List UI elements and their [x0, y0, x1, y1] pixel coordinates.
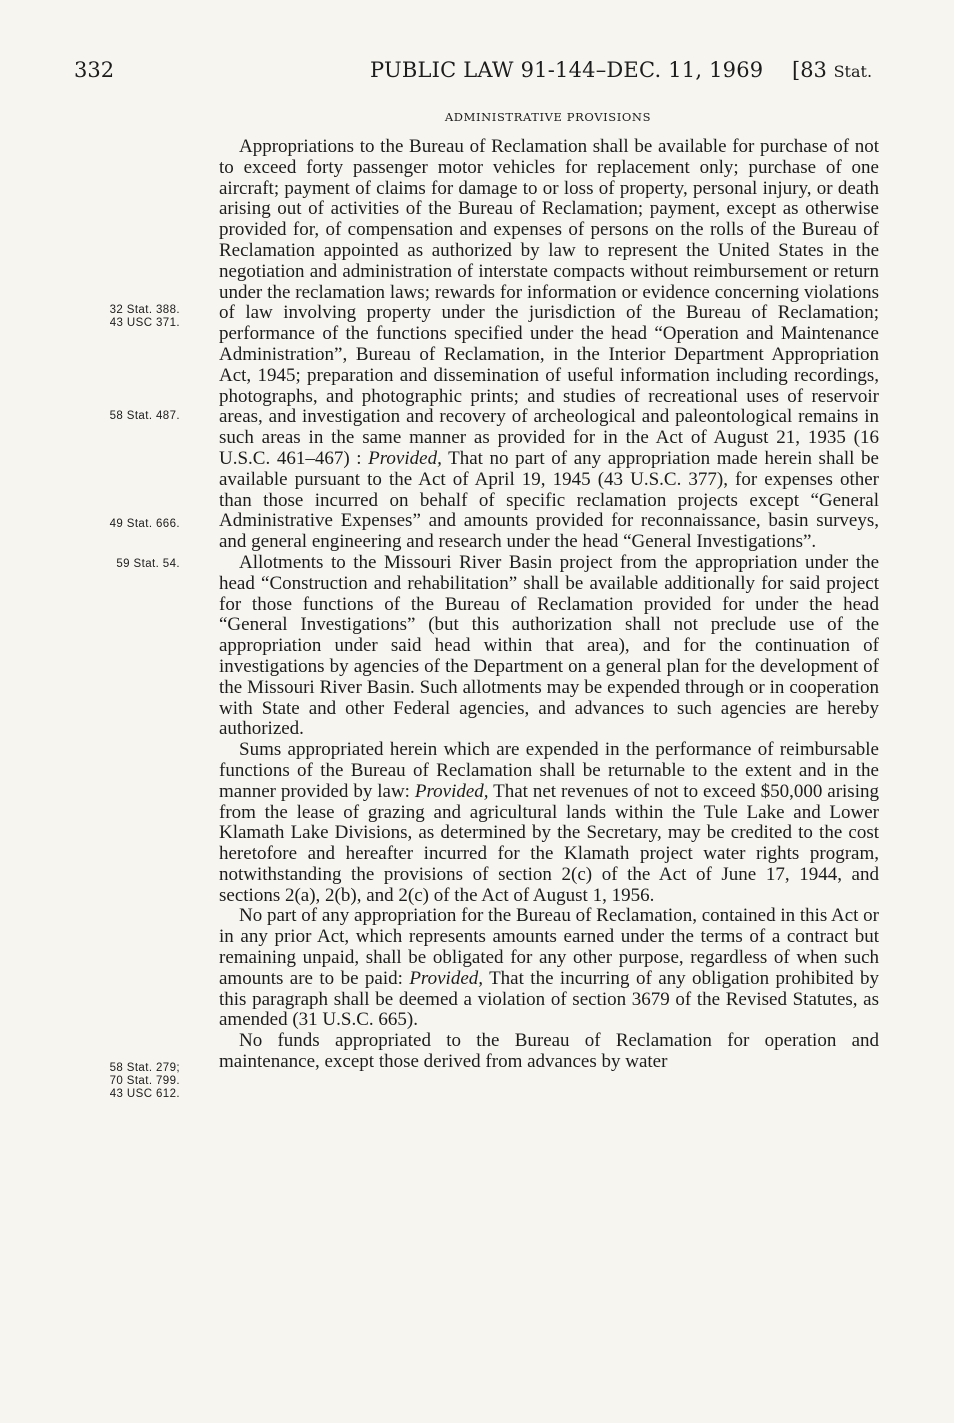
margin-note-stat-666: 49 Stat. 666. [109, 518, 180, 530]
margin-note-line: 70 Stat. 799. [109, 1075, 180, 1087]
page-number: 332 [74, 58, 115, 82]
margin-note-stat-487: 58 Stat. 487. [109, 410, 180, 422]
margin-note-line: 43 USC 612. [109, 1088, 180, 1100]
section-heading: ADMINISTRATIVE PROVISIONS [444, 110, 652, 124]
paragraph-no-part [219, 906, 879, 1031]
paragraph-no-funds: No funds appropriated to the Bureau of Reclamation for operation and maintenance, except those derived from advances by water [219, 1030, 879, 1073]
margin-note-line: 43 USC 371. [109, 317, 180, 329]
volume-ref-prefix: [83 [792, 58, 834, 82]
paragraph-appropriations [219, 137, 879, 553]
paragraph-text: That net revenues of not to exceed $50,000 arising from the lease of grazing and agricultural lands within the Tule Lake and Lower Klamath Lake Divisions, as determined by the Secretary, may be credited to the cost heretofore and hereafter incurred for the Klamath project water rights program, notwithstanding the provisions of section 2(c) of the Act of June 17, 1944, and sections 2(a), 2(b), and 2(c) of the Act of August 1, 1956. [219, 780, 879, 906]
paragraph-text: Sums appropriated herein which are expended in the performance of reimbursable functions of the Bureau of Reclamation shall be returnable to the extent and in the manner provided by law: [219, 739, 879, 802]
volume-ref-suffix: Stat. [833, 62, 873, 81]
paragraph-allotments: Allotments to the Missouri River Basin project from the appropriation under the head “Construction and rehabilitation” shall be available additionally for said project for those functions of the Bureau of Reclamation provided for under the head “General Investigations” (but this authorization shall not preclude use of the appropriation under said head within that area), and for the continuation of investigations by agencies of the Department on a general plan for the development of the Missouri River Basin. Such allotments may be expended through or in cooperation with State and other Federal agencies, and advances to such agencies are hereby authorized. [219, 551, 879, 740]
paragraph-text: Appropriations to the Bureau of Reclamation shall be available for purchase of not to exceed forty passenger motor vehicles for replacement only; purchase of one aircraft; payment of claims for damage to or loss of property, personal injury, or death arising out of activities of the Bureau of Reclamation; payment, except as otherwise provided for, of compensation and expenses of persons on the rolls of the Bureau of Reclamation appointed as authorized by law to represent the United States in the negotiation and administration of interstate compacts without reimbursement or return under the reclamation laws; rewards for information or evidence concerning violations of law involving property under the jurisdiction of the Bureau of Reclamation; performance of the functions specified under the head “Operation and Maintenance Administration”, Bureau of Reclamation, in the Interior Department Appropriation Act, 1945; preparation and dissemination of useful information including recordings, photographs, and photographic prints; and studies of recreational uses of reservoir areas, and investigation and recovery of archeological and paleontological remains in such areas in the same manner as provided for in the Act of August 21, 1935 (16 U.S.C. 461–467) : [219, 136, 879, 469]
margin-note-stat-388 [50, 304, 180, 330]
paragraph-text: No part of any appropriation for the Bureau of Reclamation, contained in this Act or in any prior Act, which represents amounts earned under the terms of a contract but remaining unpaid, shall be obligated for any other purpose, regardless of when such amounts are to be paid: [219, 905, 880, 989]
paragraph-text: That the incurring of any obligation prohibited by this paragraph shall be deemed a violation of section 3679 of the Revised Statutes, as amended (31 U.S.C. 665). [219, 967, 879, 1031]
proviso-term: Provided, [409, 967, 484, 989]
running-title: PUBLIC LAW 91-144–DEC. 11, 1969 [370, 58, 764, 82]
margin-note-stat-54: 59 Stat. 54. [116, 558, 180, 570]
proviso-term: Provided, [368, 447, 442, 469]
volume-reference [792, 58, 872, 82]
page-header [0, 58, 954, 88]
paragraph-sums-appropriated [219, 740, 879, 906]
margin-note-stat-279 [50, 1062, 180, 1101]
paragraph-text: That no part of any appropriation made herein shall be available pursuant to the Act of April 19, 1945 (43 U.S.C. 377), for expenses other than those incurred on behalf of specific reclamation projects except “General Administrative Expenses” and amounts provided for reconnaissance, basin surveys, and general engineering and research under the head “General Investigations”. [219, 447, 879, 553]
margin-note-line: 58 Stat. 279; [109, 1062, 180, 1074]
margin-note-line: 32 Stat. 388. [109, 304, 180, 316]
proviso-term: Provided, [414, 780, 489, 802]
body-text [219, 137, 879, 1073]
